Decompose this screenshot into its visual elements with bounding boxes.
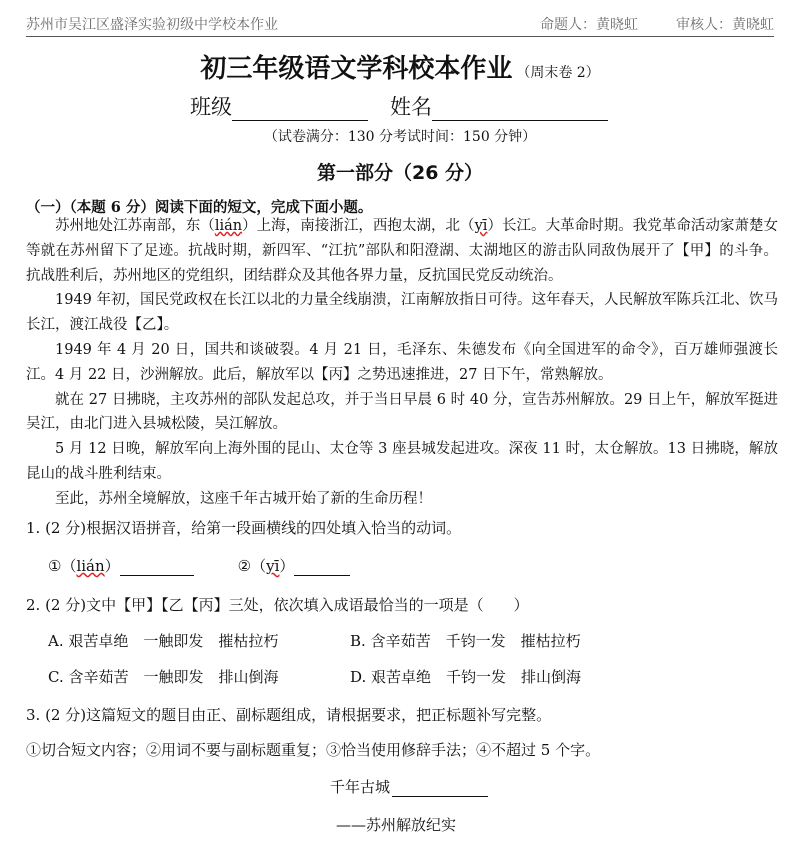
- worksheet-title: [0, 48, 800, 85]
- question-1: 1. (2 分)根据汉语拼音，给第一段画横线的四处填入恰当的动词。: [26, 519, 462, 537]
- class-label: 班级: [190, 95, 232, 119]
- answer-blank-1[interactable]: [120, 557, 194, 576]
- pinyin-yi: yī: [474, 218, 488, 234]
- option-c[interactable]: C. 含辛茹苦 一触即发 排山倒海: [48, 668, 279, 686]
- question-3-requirements: ①切合短文内容；②用词不要与副标题重复；③恰当使用修辞手法；④不超过 5 个字。: [26, 741, 601, 759]
- page-header: [26, 10, 774, 37]
- title-answer-line: 千年古城: [330, 776, 488, 797]
- title-sub: （周末卷 2）: [516, 65, 600, 81]
- school-name: 苏州市吴江区盛泽实验初级中学校本作业: [26, 17, 278, 33]
- option-b[interactable]: B. 含辛茹苦 千钧一发 摧枯拉朽: [350, 632, 581, 650]
- passage-paragraph: 就在 27 日拂晓，主攻苏州的部队发起总攻，并于当日早晨 6 时 40 分，宣告苏州解放。29 日上午，解放军挺进吴江，由北门进入县城松陵，吴江解放。: [26, 391, 778, 433]
- passage-paragraph: 1949 年初，国民党政权在长江以北的力量全线崩溃，江南解放指日可待。这年春天，人民解放军陈兵江北、饮马长江，渡江战役【乙】。: [26, 292, 779, 334]
- passage-paragraph: 5 月 12 日晚，解放军向上海外围的昆山、太仓等 3 座县城发起进攻。深夜 11 时，太仓解放。13 日拂晓，解放昆山的战斗胜利结束。: [26, 441, 778, 482]
- passage-paragraph: 至此，苏州全境解放，这座千年古城开始了新的生命历程！: [55, 490, 432, 507]
- question-1-blanks: ①（lián） ②（yī）: [48, 555, 350, 576]
- question-2: 2. (2 分)文中【甲】【乙【丙】三处，依次填入成语最恰当的一项是（ ）: [26, 596, 529, 614]
- option-d[interactable]: D. 艰苦卓绝 千钧一发 排山倒海: [350, 668, 582, 686]
- name-label: 姓名: [390, 95, 432, 119]
- reviewer: 审核人：黄晓虹: [676, 17, 774, 33]
- question-3: 3. (2 分)这篇短文的题目由正、副标题组成，请根据要求，把正标题补写完整。: [26, 706, 552, 724]
- reading-passage: [26, 214, 778, 512]
- section-heading: （一）（本题 6 分）阅读下面的短文，完成下面小题。: [26, 199, 373, 216]
- title-answer-blank[interactable]: [392, 778, 488, 797]
- title-main: 初三年级语文学科校本作业: [200, 54, 513, 84]
- passage-paragraph: 苏州地处江苏南部，东（lián）上海，南接浙江，西抱太湖，北（yī）长江。大革命时期。我党革命活动家萧楚女等就在苏州留下了足迹。抗战时期，新四军、“江抗”部队和阳澄湖、太湖地区的游击队同敌伪展开了【甲】的斗争。抗战胜利后，苏州地区的党组织，团结群众及其他各界力量，反抗国民党反动统治。: [26, 218, 779, 284]
- passage-subtitle: ——苏州解放纪实: [336, 816, 457, 834]
- name-blank[interactable]: [432, 98, 608, 121]
- exam-note: （试卷满分：130 分考试时间：150 分钟）: [263, 129, 537, 145]
- passage-paragraph: 1949 年 4 月 20 日，国共和谈破裂。4 月 21 日，毛泽东、朱德发布《向全国进军的命令》，百万雄师强渡长江。4 月 22 日，沙洲解放。此后，解放军以【丙】之势迅速推进，27 日下午，常熟解放。: [26, 341, 778, 383]
- part-title: 第一部分（26 分）: [316, 162, 484, 184]
- student-info-row: [190, 91, 608, 121]
- class-blank[interactable]: [232, 98, 368, 121]
- option-a[interactable]: A. 艰苦卓绝 一触即发 摧枯拉朽: [48, 632, 279, 650]
- author: 命题人：黄晓虹: [540, 17, 638, 33]
- pinyin-lian: lián: [214, 218, 243, 234]
- answer-blank-2[interactable]: [294, 557, 350, 576]
